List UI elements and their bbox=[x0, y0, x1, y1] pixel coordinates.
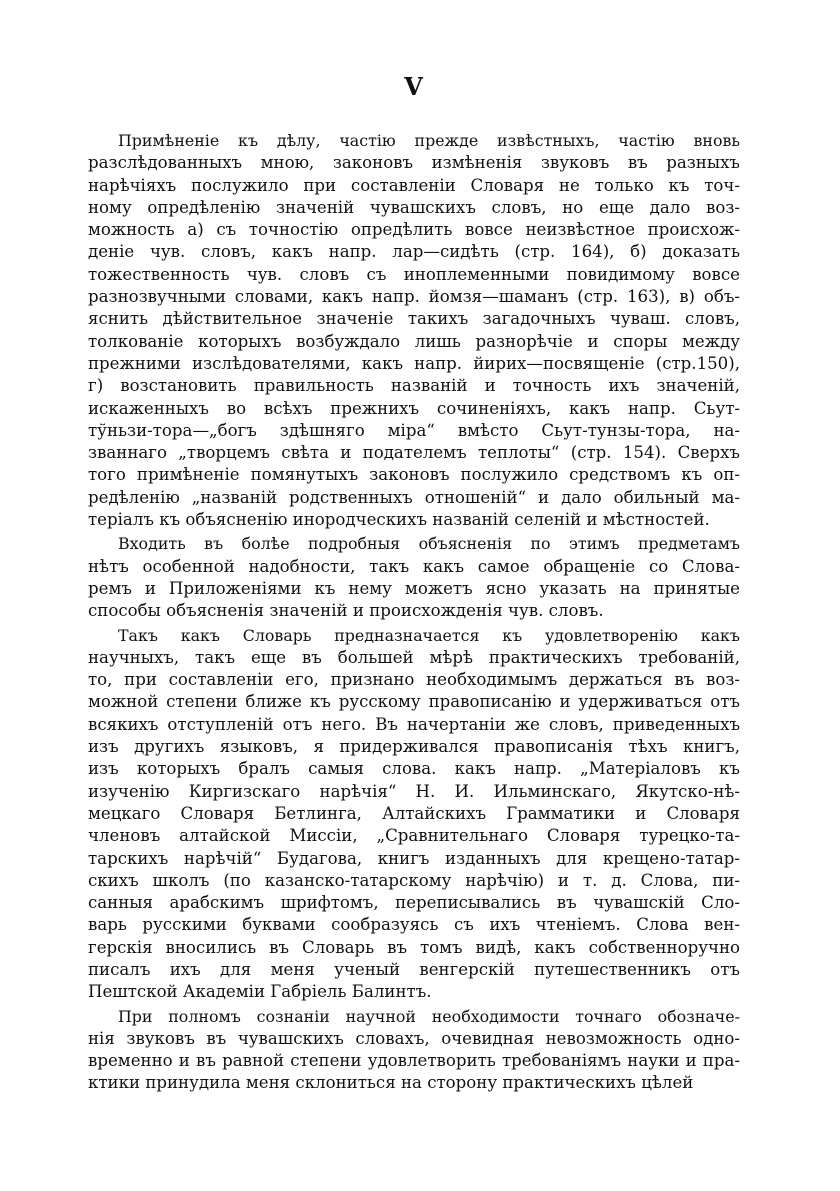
paragraph bbox=[88, 533, 740, 622]
text-line: варь русскими буквами сообразуясь съ ихъ чтеніемъ. Слова вен- bbox=[88, 915, 740, 935]
text-line: При полномъ сознаніи научной необходимости точнаго обозначе- bbox=[118, 1006, 740, 1026]
text-line: Такъ какъ Словарь предназначается къ удовлетворенію какъ bbox=[118, 625, 740, 645]
text-line: прежними изслѣдователями, какъ напр. йирих—посвященіе (стр.150), bbox=[88, 353, 740, 373]
text-line: тожественность чув. словъ съ иноплеменными повидимому вовсе bbox=[88, 264, 740, 284]
paragraph bbox=[88, 130, 740, 531]
text-line: герскія вносились въ Словарь въ томъ видѣ, какъ собственноручно bbox=[88, 937, 740, 957]
text-line: тўньзи-тора—„богъ здѣшняго міра“ вмѣсто Сьут-тунзы-тора, на- bbox=[88, 420, 740, 440]
text-line: нія звуковъ въ чувашскихъ словахъ, очевидная невозможность одно- bbox=[88, 1028, 740, 1048]
text-line: яснить дѣйствительное значеніе такихъ загадочныхъ чуваш. словъ, bbox=[88, 309, 740, 329]
text-line: способы объясненія значеній и происхожденія чув. словъ. bbox=[88, 601, 604, 621]
text-line: редѣленію „названій родственныхъ отношеній“ и дало обильный ма- bbox=[88, 487, 740, 507]
text-line: скихъ школъ (по казанско-татарскому нарѣчію) и т. д. Слова, пи- bbox=[88, 870, 740, 890]
text-line: можной степени ближе къ русскому правописанію и удерживаться отъ bbox=[88, 692, 740, 712]
text-line: искаженныхъ во всѣхъ прежнихъ сочиненіяхъ, какъ напр. Сьут- bbox=[88, 398, 740, 418]
text-line: санныя арабскимъ шрифтомъ, переписывались въ чувашскій Сло- bbox=[88, 893, 740, 913]
text-line: нарѣчіяхъ послужило при составленіи Словаря не только къ точ- bbox=[88, 175, 740, 195]
text-line: нѣтъ особенной надобности, такъ какъ самое обращеніе со Слова- bbox=[88, 556, 740, 576]
text-line: того примѣненіе помянутыхъ законовъ послужило средствомъ къ оп- bbox=[88, 465, 740, 485]
text-line: временно и въ равной степени удовлетворить требованіямъ науки и пра- bbox=[88, 1051, 740, 1071]
text-line: то, при составленіи его, признано необходимымъ держаться въ воз- bbox=[88, 670, 740, 690]
text-line: можность а) съ точностію опредѣлить вовсе неизвѣстное происхож- bbox=[88, 220, 740, 240]
text-line: г) возстановить правильность названій и точность ихъ значеній, bbox=[88, 376, 740, 396]
page-number: V bbox=[404, 72, 424, 101]
text-line: ному опредѣленію значеній чувашскихъ словъ, но еще дало воз- bbox=[88, 197, 740, 217]
text-line: Пештской Академіи Габріель Балинтъ. bbox=[88, 982, 432, 1002]
text-line: изученію Киргизскаго нарѣчія“ Н. И. Ильминскаго, Якутско-нѣ- bbox=[88, 781, 740, 801]
text-line: разслѣдованныхъ мною, законовъ измѣненія звуковъ въ разныхъ bbox=[88, 153, 740, 173]
text-line: званнаго „творцемъ свѣта и подателемъ теплоты“ (стр. 154). Сверхъ bbox=[88, 443, 740, 463]
text-line: мецкаго Словаря Бетлинга, Алтайскихъ Грамматики и Словаря bbox=[88, 803, 740, 823]
text-line: писалъ ихъ для меня ученый венгерскій путешественникъ отъ bbox=[88, 959, 740, 979]
text-line: разнозвучными словами, какъ напр. йомзя—шаманъ (стр. 163), в) объ- bbox=[88, 287, 740, 307]
paragraph bbox=[88, 625, 740, 1004]
text-line: научныхъ, такъ еще въ большей мѣрѣ практическихъ требованій, bbox=[88, 647, 740, 667]
text-line: членовъ алтайской Миссіи, „Сравнительнаго Словаря турецко-та- bbox=[88, 826, 740, 846]
text-line: тарскихъ нарѣчій“ Будагова, книгъ изданныхъ для крещено-татар- bbox=[88, 848, 740, 868]
text-line: ремъ и Приложеніями къ нему можетъ ясно указать на принятые bbox=[88, 578, 740, 598]
text-line: изъ которыхъ бралъ самыя слова. какъ напр. „Матеріаловъ къ bbox=[88, 759, 740, 779]
text-line: Входить въ болѣе подробныя объясненія по этимъ предметамъ bbox=[118, 534, 740, 554]
text-line: ктики принудила меня склониться на сторону практическихъ цѣлей bbox=[88, 1073, 694, 1093]
text-line: Примѣненіе къ дѣлу, частію прежде извѣстныхъ, частію вновь bbox=[118, 131, 740, 150]
text-line: толкованіе которыхъ возбуждало лишь разнорѣчіе и споры между bbox=[88, 331, 740, 351]
document-page bbox=[88, 72, 740, 1095]
text-line: деніе чув. словъ, какъ напр. лар—сидѣть (стр. 164), б) доказать bbox=[88, 242, 740, 262]
body-text bbox=[88, 130, 740, 1095]
text-line: всякихъ отступленій отъ него. Въ начертаніи же словъ, приведенныхъ bbox=[88, 714, 740, 734]
paragraph bbox=[88, 1006, 740, 1095]
text-line: изъ другихъ языковъ, я придерживался правописанія тѣхъ книгъ, bbox=[88, 737, 740, 757]
text-line: теріалъ къ объясненію инородческихъ названій селеній и мѣстностей. bbox=[88, 510, 710, 530]
